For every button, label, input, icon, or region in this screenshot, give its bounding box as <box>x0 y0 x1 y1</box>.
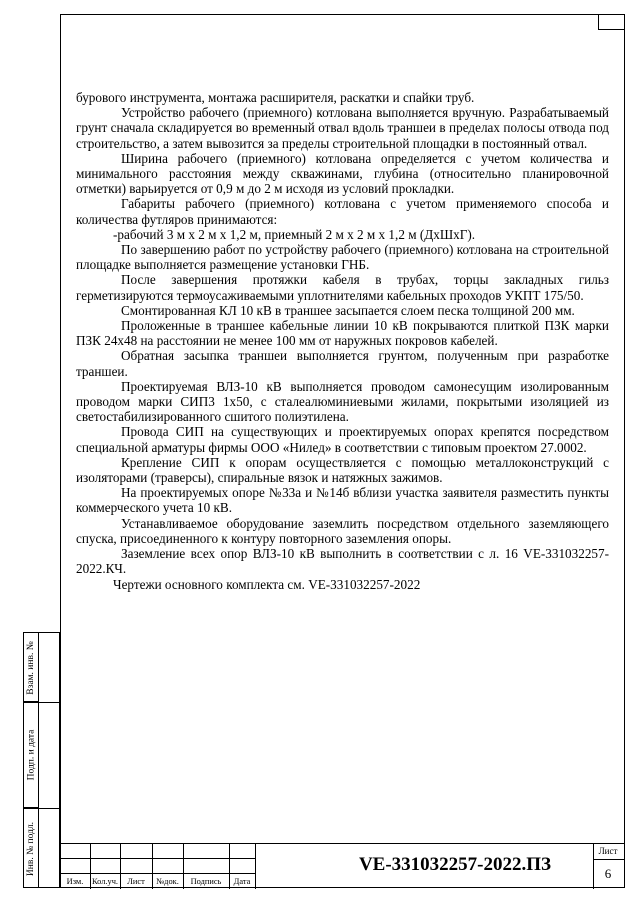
sheet-label: Лист <box>598 846 618 856</box>
reference-note: Чертежи основного комплекта см. VE-331032257-2022 <box>113 576 421 592</box>
paragraph: бурового инструмента, монтажа расширителя, раскатки и спайки труб. <box>76 90 475 105</box>
col-list-label: Лист <box>127 877 145 886</box>
paragraph: После завершения протяжки кабеля в трубах, торцы закладных гильз герметизируются термоусаживаемыми уплотнителями кабельных проходов УКПТ 175/50. <box>76 272 609 303</box>
paragraph: Обратная засыпка траншеи выполняется грунтом, полученным при разработке траншеи. <box>76 348 609 379</box>
inv-original-label: Инв. № подл. <box>26 821 37 876</box>
col-sign-label: Подпись <box>190 877 222 886</box>
paragraph: Устанавливаемое оборудование заземлить посредством отдельного заземляющего спуска, присоединенного к контуру повторного заземления опоры. <box>76 515 609 546</box>
title-block <box>60 843 625 888</box>
col-izm-label: Изм. <box>66 877 84 886</box>
col-date-label: Дата <box>233 877 251 886</box>
sheet-number: 6 <box>604 866 612 881</box>
side-stamp <box>23 632 60 888</box>
paragraph: Ширина рабочего (приемного) котлована определяется с учетом количества и минимального расстояния между скважинами, глубина (относительно планировочной отметки) варьируется от 0,9 м до 2 м исходя из условий прокладки. <box>76 150 609 197</box>
explanatory-note-text <box>76 90 609 592</box>
col-kol-label: Кол.уч. <box>91 877 118 886</box>
paragraph: Проложенные в траншее кабельные линии 10 кВ покрываются плиткой ПЗК марки ПЗК 24х48 на расстоянии не менее 100 мм от наружных покровов кабелей. <box>76 318 609 349</box>
document-code: VE-331032257-2022.ПЗ <box>358 854 552 875</box>
paragraph: Габариты рабочего (приемного) котлована с учетом применяемого способа и количества футляров принимаются: <box>76 196 609 227</box>
grid-line <box>593 859 625 860</box>
paragraph: Смонтированная КЛ 10 кВ в траншее засыпается слоем песка толщиной 200 мм. <box>121 302 575 318</box>
paragraph: -рабочий 3 м х 2 м х 1,2 м, приемный 2 м х 2 м х 1,2 м (ДхШхГ). <box>113 226 476 242</box>
sign-date-label: Подп. и дата <box>26 729 37 781</box>
paragraph: Заземление всех опор ВЛЗ-10 кВ выполнить в соответствии с л. 16 VE-331032257-2022.КЧ. <box>76 546 609 577</box>
grid-line <box>255 844 256 889</box>
paragraph: Проектируемая ВЛЗ-10 кВ выполняется проводом самонесущим изолированным проводом марки СИП3 1х50, с сталеалюминиевыми жилами, покрытыми изоляцией из светостабилизированного сшитого полиэтилена. <box>76 378 609 425</box>
paragraph: Устройство рабочего (приемного) котлована выполняется вручную. Разрабатываемый грунт сначала складируется во временный отвал вдоль траншеи в пределах полосы отвода под строительство, а затем вывозится за пределы строительной площадки в постоянный отвал. <box>76 105 609 151</box>
corner-marker <box>598 14 625 30</box>
paragraph: На проектируемых опоре №33а и №14б вблизи участка заявителя разместить пункты коммерческого учета 10 кВ. <box>76 485 609 516</box>
paragraph: Крепление СИП к опорам осуществляется с помощью металлоконструкций с изоляторами (траверсы), спиральные вязок и натяжных зажимов. <box>76 454 609 486</box>
inv-replace-label: Взам. инв. № <box>26 640 37 695</box>
col-doc-label: №док. <box>156 877 179 886</box>
paragraph: По завершению работ по устройству рабочего (приемного) котлована на строительной площадке выполняется размещение установки ГНБ. <box>76 242 609 273</box>
paragraph: Провода СИП на существующих и проектируемых опорах крепятся посредством специальной арматуры фирмы ООО «Нилед» в соответствии с типовым проектом 27.0002. <box>76 424 609 455</box>
